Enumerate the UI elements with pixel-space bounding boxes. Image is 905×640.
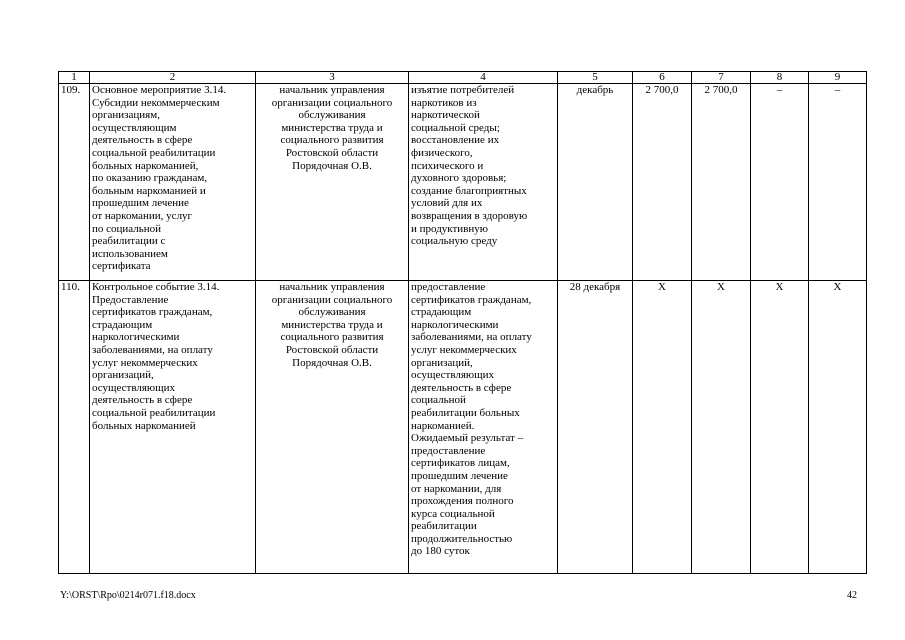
value-col-8: Х <box>751 281 809 574</box>
value-col-7: 2 700,0 <box>692 84 751 281</box>
column-number: 1 <box>59 72 90 84</box>
column-number: 9 <box>809 72 867 84</box>
column-number: 7 <box>692 72 751 84</box>
event-description: Основное мероприятие 3.14. Субсидии некоммерческим организациям, осуществляющим деятельность в сфере социальной реабилитации больных наркоманией, по оказанию гражданам, больным наркоманией и прошедшим лечение от наркомании, услуг по социальной реабилитации с использованием сертификата <box>90 84 256 281</box>
deadline: 28 декабря <box>558 281 633 574</box>
column-number: 8 <box>751 72 809 84</box>
value-col-6: Х <box>633 281 692 574</box>
value-col-9: Х <box>809 281 867 574</box>
value-col-7: Х <box>692 281 751 574</box>
value-col-8: – <box>751 84 809 281</box>
page-number: 42 <box>847 590 857 601</box>
column-number: 6 <box>633 72 692 84</box>
responsible-person: начальник управления организации социального обслуживания министерства труда и социального развития Ростовской области Порядочная О.В. <box>256 281 409 574</box>
value-col-9: – <box>809 84 867 281</box>
expected-result: изъятие потребителей наркотиков из наркотической социальной среды; восстановление их физического, психического и духовного здоровья; создание благоприятных условий для их возвращения в здоровую и продуктивную социальную среду <box>409 84 558 281</box>
row-number: 110. <box>59 281 90 574</box>
deadline: декабрь <box>558 84 633 281</box>
file-path: Y:\ORST\Rpo\0214r071.f18.docx <box>60 590 196 601</box>
value-col-6: 2 700,0 <box>633 84 692 281</box>
table-row <box>59 84 867 281</box>
events-table <box>58 71 867 574</box>
table-row <box>59 281 867 574</box>
column-number-row <box>59 72 867 84</box>
column-number: 2 <box>90 72 256 84</box>
column-number: 4 <box>409 72 558 84</box>
column-number: 3 <box>256 72 409 84</box>
expected-result: предоставление сертификатов гражданам, страдающим наркологическими заболеваниями, на оплату услуг некоммерческих организаций, осуществляющих деятельность в сфере социальной реабилитации больных наркоманией. Ожидаемый результат – предоставление сертификатов лицам, прошедшим лечение от наркомании, для прохождения полного курса социальной реабилитации продолжительностью до 180 суток <box>409 281 558 574</box>
column-number: 5 <box>558 72 633 84</box>
event-description: Контрольное событие 3.14. Предоставление сертификатов гражданам, страдающим наркологическими заболеваниями, на оплату услуг некоммерческих организаций, осуществляющих деятельность в сфере социальной реабилитации больных наркоманией <box>90 281 256 574</box>
responsible-person: начальник управления организации социального обслуживания министерства труда и социального развития Ростовской области Порядочная О.В. <box>256 84 409 281</box>
row-number: 109. <box>59 84 90 281</box>
